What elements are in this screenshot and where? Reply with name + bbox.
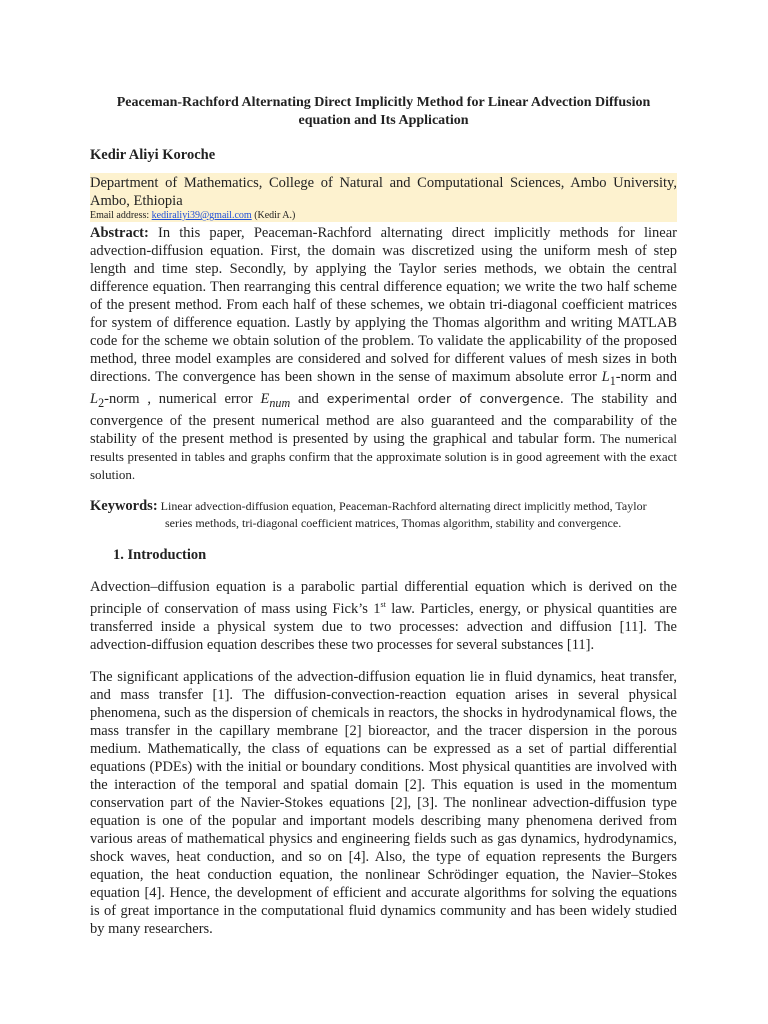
abstract-label: Abstract: <box>90 225 149 241</box>
intro-paragraph-2: The significant applications of the advection-diffusion equation lie in fluid dynamics, heat transfer, and mass transfer [1]. The diffusion-convection-reaction equation arises in several physical phenomena, such as the dispersion of chemicals in reactors, the shocks in hydrodynamical flows, the mass transfer in the capillary membrane [2] bioreactor, and the tracer dispersion in the porous medium. Mathematically, the class of equations can be expressed as a set of partial differential equations (PDEs) with the initial or boundary conditions. Most physical quantities are involved with the interaction of the temporal and spatial domain [2]. This equation is used in the momentum conservation part of the Navier-Stokes equations [2], [3]. The nonlinear advection-diffusion type equation is one of the popular and important models describing many phenomena derived from various areas of mathematical physics and engineering fields such as gas dynamics, hydrodynamics, shock waves, heat conduction, and so on [4]. Also, the type of equation represents the Burgers equation, the heat conduction equation, the nonlinear Schrödinger equation, the Navier–Stokes equation [4]. Hence, the development of efficient and accurate algorithms for solving the equations is of great importance in the computational fluid dynamics community and has been widely studied by many researchers. <box>90 668 677 937</box>
para1-text-a: Advection–diffusion equation is a parabolic partial differential equation which is derived on the principle of conservation of mass using Fick’s 1 <box>90 578 677 617</box>
title-line-1: Peaceman-Rachford Alternating Direct Implicitly Method for Linear Advection Diffusion <box>116 95 651 110</box>
l1-subscript: 1 <box>609 373 616 388</box>
keywords-first-line: Linear advection-diffusion equation, Peaceman-Rachford alternating direct implicitly method, Taylor <box>157 498 647 513</box>
author-name: Kedir Aliyi Koroche <box>90 147 216 163</box>
abstract-body-1: In this paper, Peaceman-Rachford alternating direct implicitly methods for linear advection-diffusion equation. First, the domain was discretized using the uniform mesh of step length and time step. Secondly, by applying the Taylor series methods, we obtain the central difference equation. Then rearranging this central difference equation; we write the two half scheme of the present method. From each half of these schemes, we obtain tri-diagonal coefficient matrices for system of difference equation. Lastly by applying the Thomas algorithm and writing MATLAB code for the scheme we obtain solution of the problem. To validate the applicability of the proposed method, three model examples are considered and solved for different values of mesh sizes in both directions. The convergence has been shown in the sense of maximum absolute error <box>90 225 677 385</box>
l2-subscript: 2 <box>98 395 105 410</box>
keywords-label: Keywords: <box>90 497 158 514</box>
para1-text-b: law. Particles, energy, or physical quantities are transferred inside a physical system due to two processes: advection and diffusion [11]. The advection-diffusion equation describes these two processes for several substances [11]. <box>90 600 677 653</box>
email-line <box>90 210 677 222</box>
keywords-continued: series methods, tri-diagonal coefficient matrices, Thomas algorithm, stability and convergence. <box>165 515 622 530</box>
norm-text-1: -norm and <box>615 369 678 385</box>
enum-subscript: num <box>269 395 291 410</box>
experimental-order-text: experimental order of convergence <box>326 390 561 406</box>
title-line-2: equation and Its Application <box>298 113 469 128</box>
l1-symbol: L <box>601 369 610 385</box>
abstract-body-2: . The stability and convergence of the present numerical method are also guaranteed and the comparability of the stability of the present method is presented by using the graphical and tabular form. <box>90 390 677 447</box>
para1-superscript: st <box>380 599 386 609</box>
paper-page <box>90 94 677 938</box>
abstract-body-3: The numerical results presented in tables and graphs confirm that the approximate solution is in good agreement with the exact solution. <box>90 430 677 482</box>
l2-symbol: L <box>90 390 99 407</box>
keywords-block <box>90 497 677 532</box>
email-link[interactable]: kediraliyi39@gmail.com <box>151 210 252 221</box>
enum-symbol: E <box>260 390 270 407</box>
email-label: Email address: <box>90 210 152 221</box>
and-text: and <box>290 390 327 407</box>
affiliation-text: Department of Mathematics, College of Natural and Computational Sciences, Ambo University, Ambo, Ethiopia <box>90 175 677 209</box>
norm-text-2: -norm , numerical error <box>104 390 261 407</box>
email-suffix: (Kedir A.) <box>251 210 296 221</box>
abstract <box>90 224 677 484</box>
intro-paragraph-1 <box>90 578 677 654</box>
affiliation-block <box>90 173 677 222</box>
section-heading-introduction: 1. Introduction <box>113 546 207 563</box>
paper-title <box>90 94 677 130</box>
